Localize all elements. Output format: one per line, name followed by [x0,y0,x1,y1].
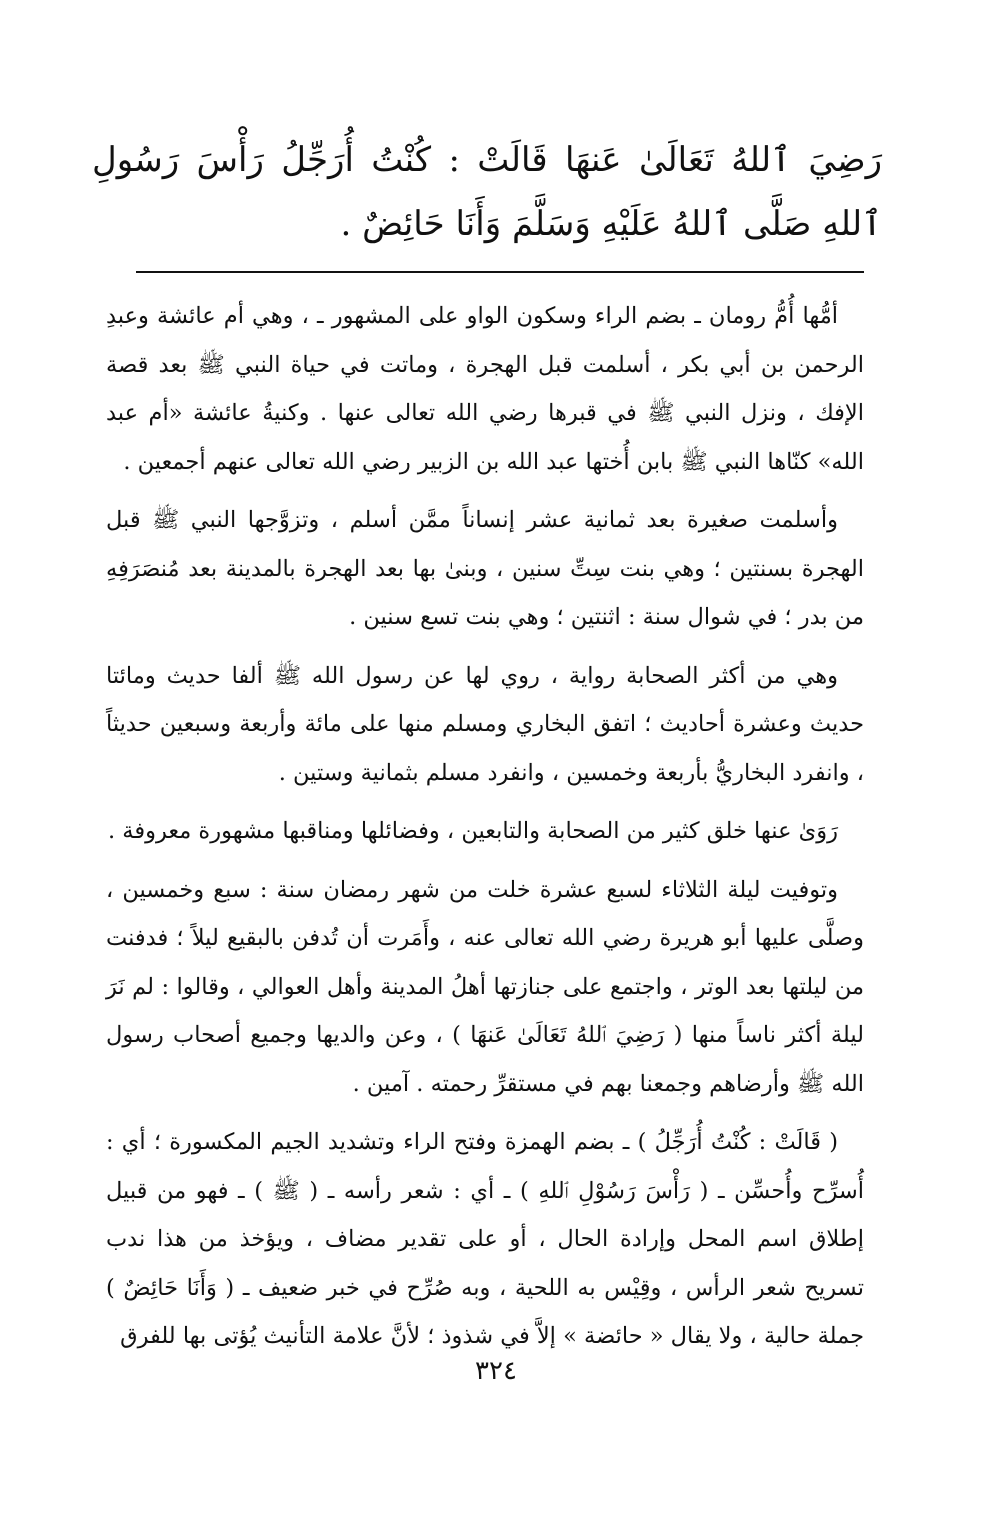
commentary-paragraph-narrators: رَوَىٰ عنها خلق كثير من الصحابة والتابعين ، وفضائلها ومناقبها مشهورة معروفة . [107,818,838,844]
commentary-paragraph-marriage: وأسلمت صغيرة بعد ثمانية عشر إنساناً ممَّن أسلم ، وتزوَّجها النبي ﷺ قبل الهجرة بسنتين ؛ وهي بنت سِتِّ سنين ، وبنىٰ بها بعد الهجرة بالمدينة بعد مُنصَرَفِهِ من بدر ؛ في شوال سنة : اثنتين ؛ وهي بنت تسع سنين . [106,507,864,630]
commentary-paragraph-narrations: وهي من أكثر الصحابة رواية ، روي لها عن رسول الله ﷺ ألفا حديث ومائتا حديث وعشرة أحاديث ؛ اتفق البخاري ومسلم منها على مائة وأربعة وسبعين حديثاً ، وانفرد البخاريُّ بأربعة وخمسين ، وانفرد مسلم بثمانية وستين . [106,662,864,786]
commentary-paragraph-death: وتوفيت ليلة الثلاثاء لسبع عشرة خلت من شهر رمضان سنة : سبع وخمسين ، وصلَّى عليها أبو هريرة رضي الله تعالى عنه ، وأَمَرت أن تُدفن بالبقيع ليلاً ؛ فدفنت من ليلتها بعد الوتر ، واجتمع على جنازتها أهلُ المدينة وأهل العوالي ، وقالوا : لم نَرَ ليلة أكثر ناساً منها ( رَضِيَ ٱللهُ تَعَالَىٰ عَنهَا ) ، وعن والديها وجميع أصحاب رسول الله ﷺ وأرضاهم وجمعنا بهم في مستقرِّ رحمته . آمين . [106,876,864,1097]
commentary-paragraph-mother: أمُّها أُمُّ رومان ـ بضم الراء وسكون الواو على المشهور ـ ، وهي أم عائشة وعبدِ الرحمن بن أبي بكر ، أسلمت قبل الهجرة ، وماتت في حياة النبي ﷺ بعد قصة الإفك ، ونزل النبي ﷺ في قبرها رضي الله تعالى عنها . وكنيةُ عائشة «أم عبد الله» كنّاها النبي ﷺ بابن أُختها عبد الله بن الزبير رضي الله تعالى عنهم أجمعين . [106,303,864,475]
commentary-paragraph-explanation: ( قَالَتْ : كُنْتُ أُرَجِّلُ ) ـ بضم الهمزة وفتح الراء وتشديد الجيم المكسورة ؛ أي : أُسرِّح وأُحسِّن ـ ( رَأْسَ رَسُوْلِ ٱللهِ ) ـ أي : شعر رأسه ـ ( ﷺ ) ـ فهو من قبيل إطلاق اسم المحل وإرادة الحال ، أو على تقدير مضاف ، ويؤخذ من هذا ندب تسريح شعر الرأس ، وقِيْس به اللحية ، وبه صُرِّح في خبر ضعيف ـ ( وَأَنَا حَائِضٌ ) جملة حالية ، ولا يقال « حائضة » إلاَّ في شذوذ ؛ لأنَّ علامة التأنيث يُؤتى بها للفرق [106,1129,864,1349]
footnote-divider [136,271,864,273]
commentary-section [106,292,864,1371]
hadith-text: رَضِيَ ٱللهُ تَعَالَىٰ عَنهَا قَالَتْ : كُنْتُ أُرَجِّلُ رَأْسَ رَسُولِ ٱللهِ صَلَّى ٱللهُ عَلَيْهِ وَسَلَّمَ وَأَنَا حَائِضٌ . [92,140,882,244]
page-number: ٣٢٤ [475,1356,517,1386]
